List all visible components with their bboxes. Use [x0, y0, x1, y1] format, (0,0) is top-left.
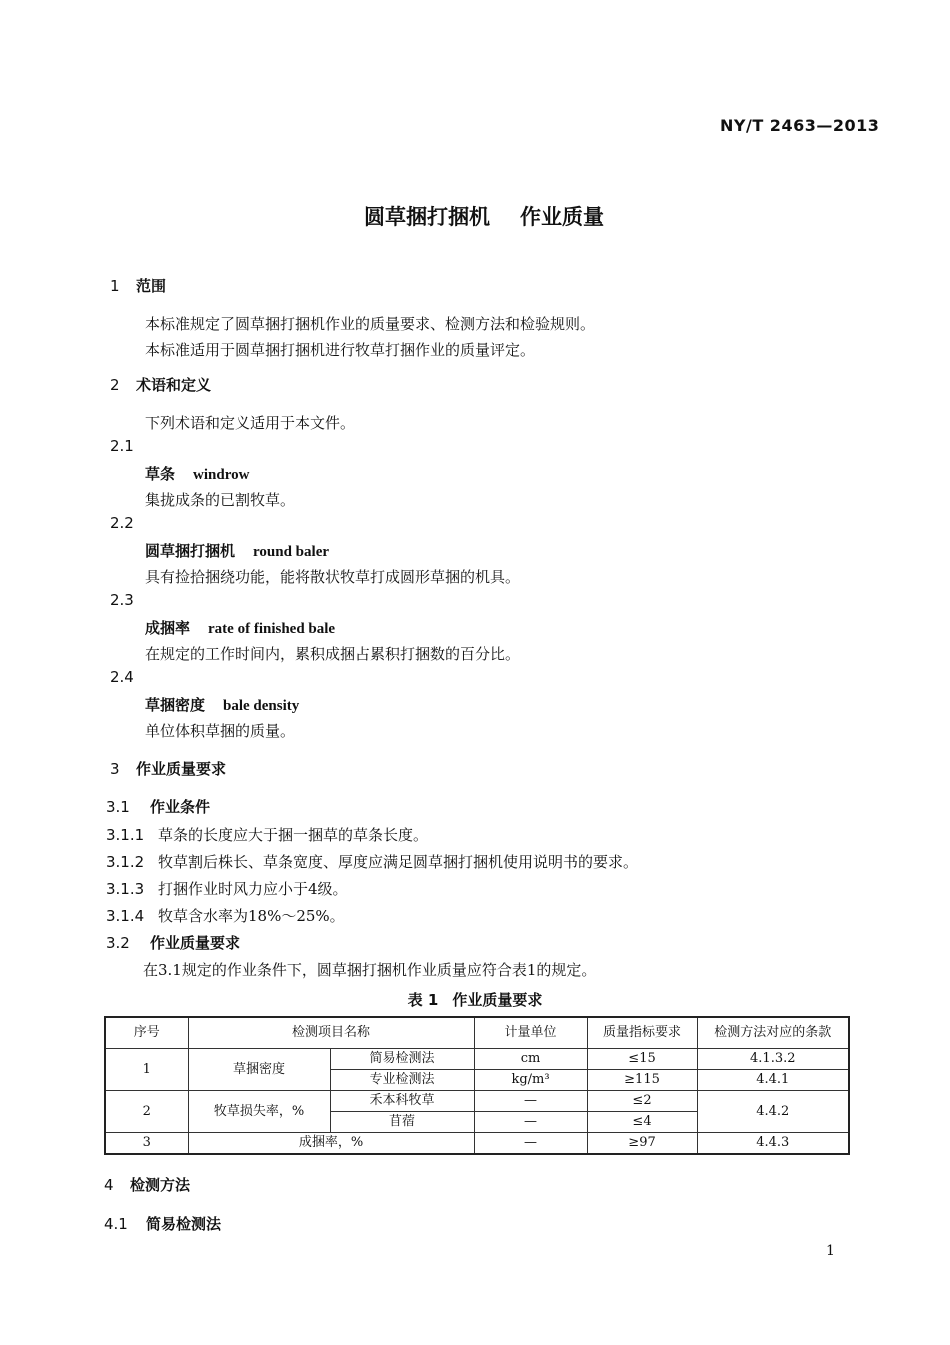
cell-requirement: ≤4 [587, 1112, 697, 1133]
cell-requirement: ≥97 [587, 1133, 697, 1155]
term-number: 2.3 [110, 591, 134, 609]
term-number: 2.4 [110, 668, 134, 686]
term-number: 2.1 [110, 437, 134, 455]
scope-paragraph-1: 本标准规定了圆草捆打捆机作业的质量要求、检测方法和检验规则。 [145, 315, 596, 333]
subsection-3-2-text: 在3.1规定的作业条件下，圆草捆打捆机作业质量应符合表1的规定。 [143, 961, 597, 979]
subsection-4-1-heading [104, 1213, 221, 1234]
term-definition: 在规定的工作时间内，累积成捆占累积打捆数的百分比。 [145, 645, 521, 663]
term-definition: 具有捡拾捆绕功能，能将散状牧草打成圆形草捆的机具。 [145, 568, 521, 586]
standard-code: NY/T 2463—2013 [720, 116, 880, 135]
clause-number: 3.1.2 [106, 853, 145, 871]
section-number: 3.1 [106, 798, 130, 816]
clause-number: 3.1.4 [106, 907, 145, 925]
term-number: 2.2 [110, 514, 134, 532]
table-row [105, 1091, 849, 1112]
clause-text: 草条的长度应大于捆一捆草的草条长度。 [158, 826, 429, 844]
cell-unit: — [474, 1133, 587, 1155]
term-heading [145, 694, 299, 715]
section-title: 作业质量要求 [136, 760, 227, 778]
cell-subitem: 专业检测法 [330, 1070, 474, 1091]
section-1-heading [110, 275, 166, 296]
term-en: windrow [193, 467, 250, 483]
cell-item: 牧草损失率，% [188, 1091, 330, 1133]
cell-subitem: 苜蓿 [330, 1112, 474, 1133]
section-title: 作业条件 [150, 798, 211, 816]
section-number: 4 [104, 1176, 114, 1194]
section-number: 3.2 [106, 934, 130, 952]
term-cn: 圆草捆打捆机 [145, 542, 236, 560]
section-number: 2 [110, 376, 120, 394]
table-row [105, 1049, 849, 1070]
clause-number: 3.1.3 [106, 880, 145, 898]
subsection-3-2-heading [106, 932, 240, 953]
clause-3-1-3 [106, 878, 348, 899]
term-definition: 单位体积草捆的质量。 [145, 722, 296, 740]
term-heading [145, 617, 335, 638]
cell-clause: 4.1.3.2 [697, 1049, 849, 1070]
section-title: 范围 [136, 277, 167, 295]
col-header-clause: 检测方法对应的条款 [697, 1017, 849, 1049]
terms-intro: 下列术语和定义适用于本文件。 [145, 414, 356, 432]
term-heading [145, 540, 329, 561]
col-header-unit: 计量单位 [474, 1017, 587, 1049]
col-header-seq: 序号 [105, 1017, 188, 1049]
section-title: 作业质量要求 [150, 934, 241, 952]
cell-requirement: ≥115 [587, 1070, 697, 1091]
table-caption [0, 989, 950, 1010]
term-cn: 草条 [145, 465, 176, 483]
table-header-row [105, 1017, 849, 1049]
cell-seq: 1 [105, 1049, 188, 1091]
cell-unit: — [474, 1112, 587, 1133]
cell-requirement: ≤15 [587, 1049, 697, 1070]
table-caption-title: 作业质量要求 [452, 991, 543, 1009]
quality-requirements-table [104, 1016, 850, 1155]
section-title: 简易检测法 [146, 1215, 222, 1233]
subsection-3-1-heading [106, 796, 210, 817]
table-row [105, 1133, 849, 1155]
cell-clause: 4.4.1 [697, 1070, 849, 1091]
cell-unit: cm [474, 1049, 587, 1070]
term-en: round baler [253, 544, 330, 560]
document-title [0, 201, 950, 231]
col-header-requirement: 质量指标要求 [587, 1017, 697, 1049]
clause-3-1-4 [106, 905, 345, 926]
page-number: 1 [826, 1243, 835, 1259]
scope-paragraph-2: 本标准适用于圆草捆打捆机进行牧草打捆作业的质量评定。 [145, 341, 536, 359]
section-title: 检测方法 [130, 1176, 191, 1194]
term-cn: 草捆密度 [145, 696, 206, 714]
cell-seq: 3 [105, 1133, 188, 1155]
clause-text: 牧草割后株长、草条宽度、厚度应满足圆草捆打捆机使用说明书的要求。 [158, 853, 639, 871]
term-heading [145, 463, 249, 484]
term-en: bale density [223, 698, 300, 714]
cell-subitem: 简易检测法 [330, 1049, 474, 1070]
clause-text: 牧草含水率为18%～25%。 [158, 907, 345, 925]
section-number: 4.1 [104, 1215, 128, 1233]
clause-number: 3.1.1 [106, 826, 145, 844]
section-number: 3 [110, 760, 120, 778]
cell-clause: 4.4.3 [697, 1133, 849, 1155]
cell-seq: 2 [105, 1091, 188, 1133]
term-cn: 成捆率 [145, 619, 191, 637]
clause-3-1-2 [106, 851, 638, 872]
cell-item: 草捆密度 [188, 1049, 330, 1091]
section-3-heading [110, 758, 226, 779]
term-en: rate of finished bale [208, 621, 336, 637]
table-caption-number: 表 1 [407, 991, 439, 1009]
col-header-item: 检测项目名称 [188, 1017, 474, 1049]
title-part-2: 作业质量 [520, 205, 604, 229]
section-title: 术语和定义 [136, 376, 212, 394]
cell-subitem: 禾本科牧草 [330, 1091, 474, 1112]
cell-unit: — [474, 1091, 587, 1112]
cell-item: 成捆率，% [188, 1133, 474, 1155]
cell-clause: 4.4.2 [697, 1091, 849, 1133]
section-4-heading [104, 1174, 190, 1195]
cell-requirement: ≤2 [587, 1091, 697, 1112]
clause-text: 打捆作业时风力应小于4级。 [158, 880, 348, 898]
clause-3-1-1 [106, 824, 428, 845]
section-2-heading [110, 374, 211, 395]
cell-unit: kg/m³ [474, 1070, 587, 1091]
section-number: 1 [110, 277, 120, 295]
title-part-1: 圆草捆打捆机 [364, 205, 490, 229]
term-definition: 集拢成条的已割牧草。 [145, 491, 296, 509]
